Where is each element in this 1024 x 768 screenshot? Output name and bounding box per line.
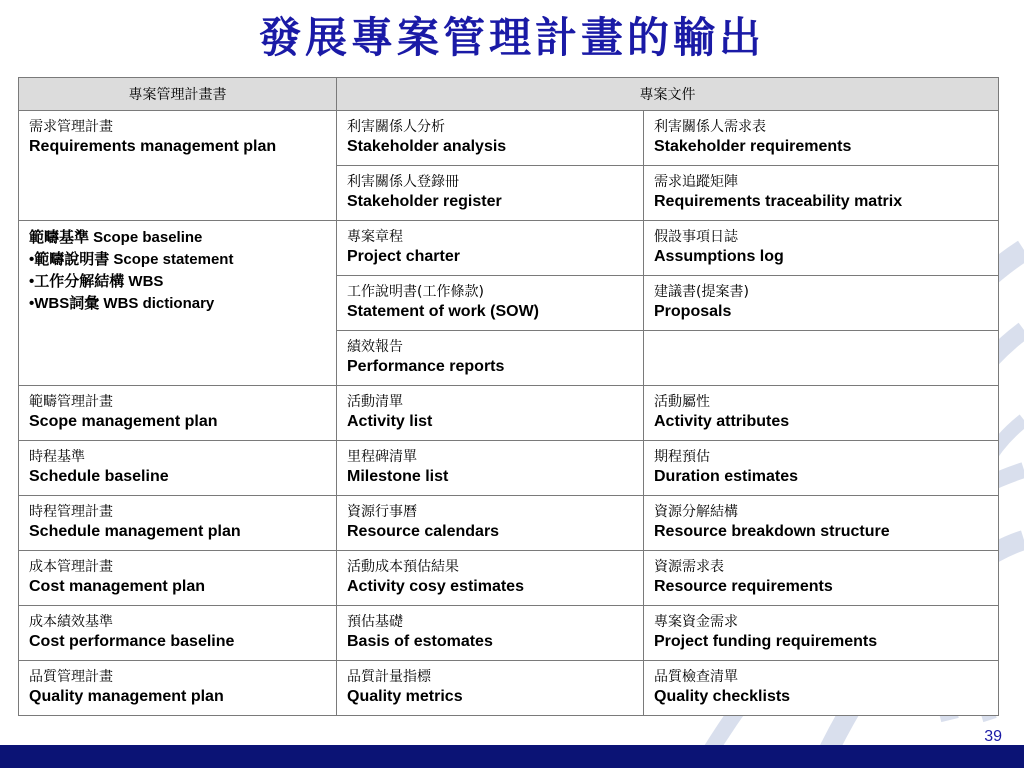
table-row (19, 551, 999, 606)
document-zh-text: 品質檢查清單 (654, 669, 738, 685)
document-cell (337, 661, 644, 716)
document-en-text: Statement of work (SOW) (347, 303, 540, 320)
document-en-text: Activity cosy estimates (347, 578, 524, 595)
document-zh-text: 專案章程 (347, 229, 403, 245)
document-zh-text: 利害關係人分析 (347, 119, 445, 135)
document-en-text: Requirements traceability matrix (654, 193, 903, 210)
plan-cell (19, 661, 337, 716)
document-cell (644, 551, 999, 606)
document-cell (337, 166, 644, 221)
header-project-plan: 專案管理計畫書 (19, 78, 337, 111)
document-en-text: Resource calendars (347, 523, 500, 540)
document-cell (644, 276, 999, 331)
slide-title: 發展專案管理計畫的輸出 (258, 13, 765, 62)
document-zh-text: 利害關係人需求表 (654, 119, 766, 135)
page-number: 39 (984, 728, 1002, 745)
document-zh-text: 活動清單 (347, 394, 403, 410)
document-cell (337, 551, 644, 606)
footer-bar (0, 745, 1024, 768)
document-zh-text: 期程預估 (654, 449, 710, 465)
document-en-text: Activity list (347, 413, 433, 430)
plan-cell (19, 496, 337, 551)
document-en-text: Performance reports (347, 358, 505, 375)
document-zh-text: 預估基礎 (347, 614, 403, 630)
document-zh-text: 活動成本預估結果 (347, 559, 459, 575)
document-en-text: Stakeholder requirements (654, 138, 852, 155)
plan-en-text: Schedule management plan (29, 523, 241, 540)
table-row (19, 221, 999, 276)
plan-en-text: Cost management plan (29, 578, 206, 595)
document-en-text: Assumptions log (654, 248, 784, 265)
document-zh-text: 活動屬性 (654, 394, 710, 410)
document-en-text: Project charter (347, 248, 460, 265)
plan-zh-text: 時程基準 (29, 449, 85, 465)
plan-zh-text: 範疇管理計畫 (29, 394, 113, 410)
plan-cell (19, 441, 337, 496)
document-zh-text: 里程碑清單 (347, 449, 417, 465)
document-en-text: Quality metrics (347, 688, 463, 705)
plan-zh-text: 品質管理計畫 (29, 669, 113, 685)
outputs-table (18, 77, 999, 716)
plan-cell (19, 606, 337, 661)
document-en-text: Stakeholder register (347, 193, 502, 210)
plan-cell (19, 221, 337, 386)
document-en-text: Proposals (654, 303, 732, 320)
table-row (19, 441, 999, 496)
table-row (19, 386, 999, 441)
document-cell (337, 496, 644, 551)
document-cell (337, 331, 644, 386)
document-en-text: Activity attributes (654, 413, 790, 430)
document-en-text: Stakeholder analysis (347, 138, 507, 155)
table-row (19, 661, 999, 716)
document-cell (337, 606, 644, 661)
plan-zh-text: 需求管理計畫 (29, 119, 113, 135)
header-project-documents: 專案文件 (337, 78, 999, 111)
document-cell (644, 441, 999, 496)
document-cell (644, 661, 999, 716)
plan-cell (19, 386, 337, 441)
document-en-text: Duration estimates (654, 468, 799, 485)
document-zh-text: 假設事項日誌 (654, 229, 738, 245)
plan-line: •工作分解結構 WBS (29, 273, 164, 290)
plan-line: •範疇說明書 Scope statement (29, 251, 234, 268)
document-en-text: Resource requirements (654, 578, 833, 595)
plan-line: 範疇基準 Scope baseline (29, 229, 203, 246)
table-row (19, 496, 999, 551)
plan-cell (19, 551, 337, 606)
document-en-text: Basis of estomates (347, 633, 493, 650)
document-en-text: Milestone list (347, 468, 449, 485)
document-cell (644, 331, 999, 386)
document-zh-text: 品質計量指標 (347, 669, 431, 685)
document-cell (644, 166, 999, 221)
document-en-text: Project funding requirements (654, 633, 878, 650)
document-cell (337, 221, 644, 276)
document-cell (337, 276, 644, 331)
document-cell (644, 221, 999, 276)
plan-en-text: Quality management plan (29, 688, 224, 705)
document-cell (337, 111, 644, 166)
table-header-row (19, 78, 999, 111)
plan-en-text: Scope management plan (29, 413, 218, 430)
plan-cell (19, 111, 337, 221)
document-cell (644, 496, 999, 551)
document-cell (337, 441, 644, 496)
document-zh-text: 專案資金需求 (654, 614, 738, 630)
plan-zh-text: 成本績效基準 (29, 614, 113, 630)
plan-en-text: Requirements management plan (29, 138, 277, 155)
document-zh-text: 資源分解結構 (654, 504, 738, 520)
document-zh-text: 利害關係人登錄冊 (347, 174, 459, 190)
plan-zh-text: 時程管理計畫 (29, 504, 113, 520)
document-zh-text: 工作說明書(工作條款) (347, 284, 484, 300)
document-zh-text: 建議書(提案書) (654, 284, 749, 300)
plan-en-text: Schedule baseline (29, 468, 169, 485)
plan-zh-text: 成本管理計畫 (29, 559, 113, 575)
document-zh-text: 資源行事曆 (347, 504, 417, 520)
table-row (19, 606, 999, 661)
document-zh-text: 需求追蹤矩陣 (654, 174, 738, 190)
table-body (19, 111, 999, 716)
document-en-text: Quality checklists (654, 688, 791, 705)
plan-en-text: Cost performance baseline (29, 633, 235, 650)
document-en-text: Resource breakdown structure (654, 523, 890, 540)
document-zh-text: 績效報告 (347, 339, 403, 355)
document-cell (337, 386, 644, 441)
document-cell (644, 386, 999, 441)
table-row (19, 111, 999, 166)
document-zh-text: 資源需求表 (654, 559, 724, 575)
plan-line: •WBS詞彙 WBS dictionary (29, 295, 215, 312)
document-cell (644, 111, 999, 166)
document-cell (644, 606, 999, 661)
